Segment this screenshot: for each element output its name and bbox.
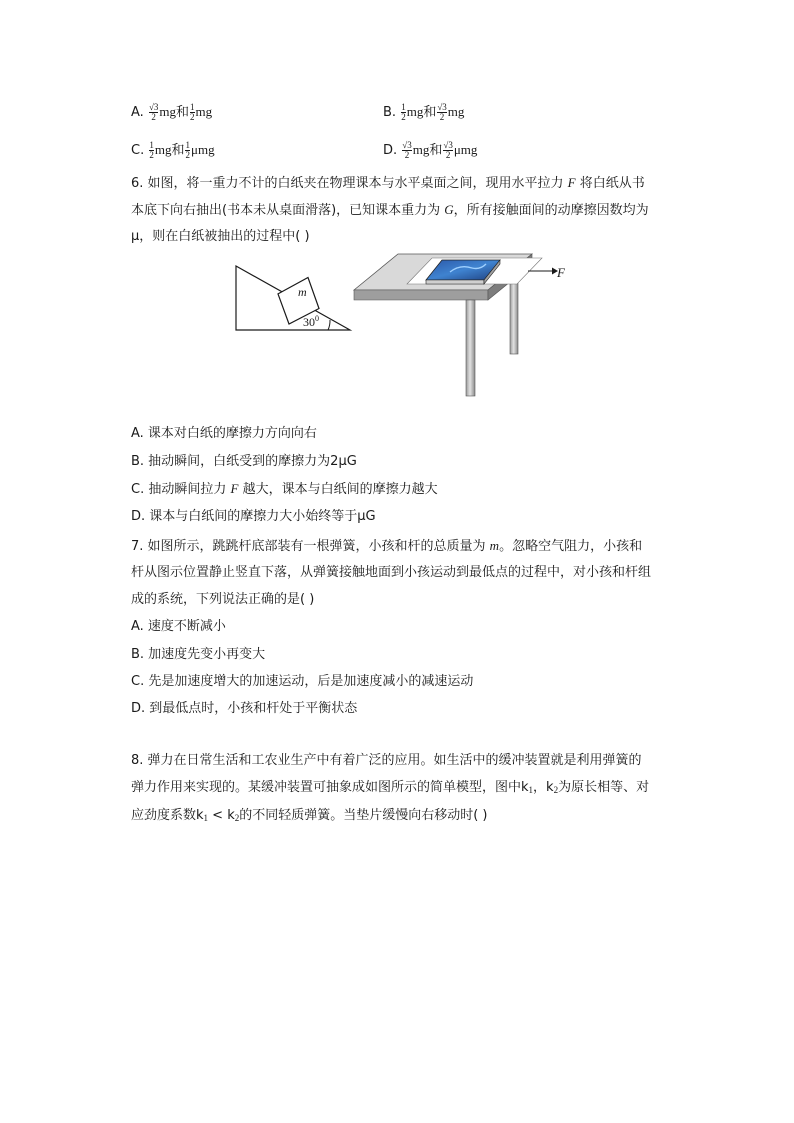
q7-stem-line-2: 杆从图示位置静止竖直下落，从弹簧接触地面到小孩运动到最低点的过程中，对小孩和杆组 [131, 565, 652, 580]
q5-option-b: B. $\frac{1}{2}$ mg和 $\frac{√3}{2}$ mg [383, 102, 465, 122]
q6-option-d: D. 课本与白纸间的摩擦力大小始终等于μG [131, 509, 376, 524]
q6-option-a: A. 课本对白纸的摩擦力方向向右 [131, 426, 317, 441]
q7-option-a: A. 速度不断减小 [131, 619, 226, 634]
fraction: $\frac{1}{2}$ [190, 102, 195, 122]
fraction: $\frac{√3}{2}$ [402, 140, 412, 160]
q8-stem-line-1: 8. 弹力在日常生活和工农业生产中有着广泛的应用。如生活中的缓冲装置就是利用弹簧的 [131, 753, 642, 768]
q6-option-b: B. 抽动瞬间，白纸受到的摩擦力为2μG [131, 454, 357, 469]
q6-option-c: C. 抽动瞬间拉力 F 越大，课本与白纸间的摩擦力越大 [131, 481, 438, 497]
q8-stem-line-2: 弹力作用来实现的。某缓冲装置可抽象成如图所示的简单模型，图中$k_1$，$k_2$为原长相等、对 [131, 780, 650, 795]
mass-label: m [298, 285, 307, 299]
q6-stem-line-3: μ，则在白纸被抽出的过程中( ) [131, 229, 310, 244]
textbook-spine [426, 280, 484, 284]
q5-option-a: A. $\frac{√3}{2}$ mg和 $\frac{1}{2}$ mg [131, 102, 213, 122]
fraction: $\frac{√3}{2}$ [443, 140, 453, 160]
q7-option-c: C. 先是加速度增大的加速运动，后是加速度减小的减速运动 [131, 674, 474, 689]
q7-option-b: B. 加速度先变小再变大 [131, 647, 266, 662]
q8-stem-line-3: 应劲度系数$k_1 < k_2$的不同轻质弹簧。当垫片缓慢向右移动时( ) [131, 808, 488, 823]
table-leg-back [510, 282, 518, 354]
table-leg-front [466, 300, 475, 396]
q7-stem-line-1: 7. 如图所示，跳跳杆底部装有一根弹簧，小孩和杆的总质量为 m。忽略空气阻力，小孩和 [131, 538, 643, 554]
fraction: $\frac{1}{2}$ [185, 140, 190, 160]
q5-option-c: C. $\frac{1}{2}$ mg和 $\frac{1}{2}$ μmg [131, 140, 215, 160]
q7-stem-line-3: 成的系统，下列说法正确的是( ) [131, 592, 315, 607]
table-figure [352, 250, 564, 400]
q5-option-d: D. $\frac{√3}{2}$ mg和 $\frac{√3}{2}$ μmg [383, 140, 478, 160]
angle-label: $30^0$ [303, 314, 319, 329]
fraction: $\frac{√3}{2}$ [437, 102, 447, 122]
fraction: $\frac{√3}{2}$ [148, 102, 159, 122]
q7-option-d: D. 到最低点时，小孩和杆处于平衡状态 [131, 701, 358, 716]
q6-stem-line-2: 本底下向右抽出(书本未从桌面滑落)，已知课本重力为 G，所有接触面间的动摩擦因数均为 [131, 202, 649, 218]
fraction: $\frac{1}{2}$ [401, 102, 406, 122]
table-edge-front [354, 290, 488, 300]
q6-stem-line-1: 6. 如图，将一重力不计的白纸夹在物理课本与水平桌面之间，现用水平拉力 F 将白纸从书 [131, 175, 645, 191]
incline-figure [232, 262, 356, 334]
fraction: $\frac{1}{2}$ [149, 140, 154, 160]
force-label: F [557, 265, 565, 280]
